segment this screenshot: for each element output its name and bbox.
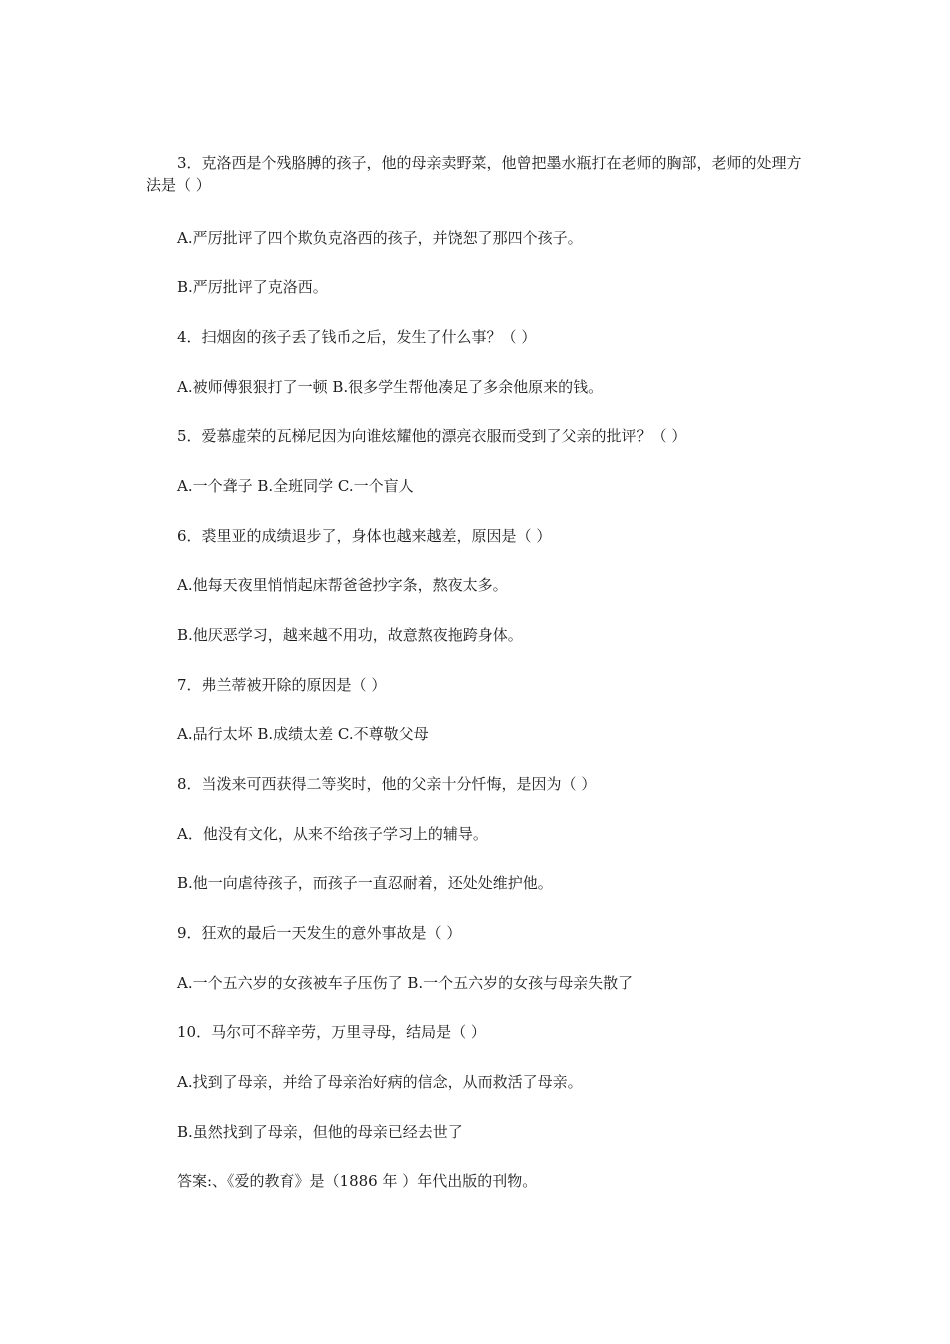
question-5: 5．爱慕虚荣的瓦梯尼因为向谁炫耀他的漂亮衣服而受到了父亲的批评？（ ）	[177, 427, 687, 445]
question-10-option-b: B.虽然找到了母亲，但他的母亲已经去世了	[177, 1123, 463, 1141]
question-3: 3．克洛西是个残胳膊的孩子，他的母亲卖野菜，他曾把墨水瓶打在老师的胸部，老师的处理方法是（ ）	[146, 154, 802, 194]
answer-line: 答案:、《爱的教育》是（1886 年 ）年代出版的刊物。	[177, 1172, 538, 1190]
question-3-option-a: A.严厉批评了四个欺负克洛西的孩子，并饶恕了那四个孩子。	[177, 229, 583, 247]
question-3-option-b: B.严厉批评了克洛西。	[177, 278, 328, 296]
question-8-option-a: A．他没有文化，从来不给孩子学习上的辅导。	[177, 825, 488, 843]
question-10-option-a: A.找到了母亲，并给了母亲治好病的信念，从而救活了母亲。	[177, 1073, 583, 1091]
question-6: 6．裘里亚的成绩退步了，身体也越来越差，原因是（ ）	[177, 527, 552, 545]
question-9-options: A.一个五六岁的女孩被车子压伤了 B.一个五六岁的女孩与母亲失散了	[177, 974, 634, 992]
question-7-options: A.品行太坏 B.成绩太差 C.不尊敬父母	[177, 725, 429, 743]
question-4-options: A.被师傅狠狠打了一顿 B.很多学生帮他凑足了多余他原来的钱。	[177, 378, 604, 396]
question-10: 10．马尔可不辞辛劳，万里寻母，结局是（ ）	[177, 1023, 486, 1041]
question-6-option-b: B.他厌恶学习，越来越不用功，故意熬夜拖跨身体。	[177, 626, 523, 644]
question-4: 4．扫烟囱的孩子丢了钱币之后，发生了什么事？（ ）	[177, 328, 537, 346]
question-8: 8．当泼来可西获得二等奖时，他的父亲十分忏悔，是因为（ ）	[177, 775, 597, 793]
question-6-option-a: A.他每天夜里悄悄起床帮爸爸抄字条，熬夜太多。	[177, 576, 508, 594]
question-9: 9．狂欢的最后一天发生的意外事故是（ ）	[177, 924, 462, 942]
question-7: 7．弗兰蒂被开除的原因是（ ）	[177, 676, 387, 694]
question-8-option-b: B.他一向虐待孩子，而孩子一直忍耐着，还处处维护他。	[177, 874, 553, 892]
question-5-options: A.一个聋子 B.全班同学 C.一个盲人	[177, 477, 414, 495]
